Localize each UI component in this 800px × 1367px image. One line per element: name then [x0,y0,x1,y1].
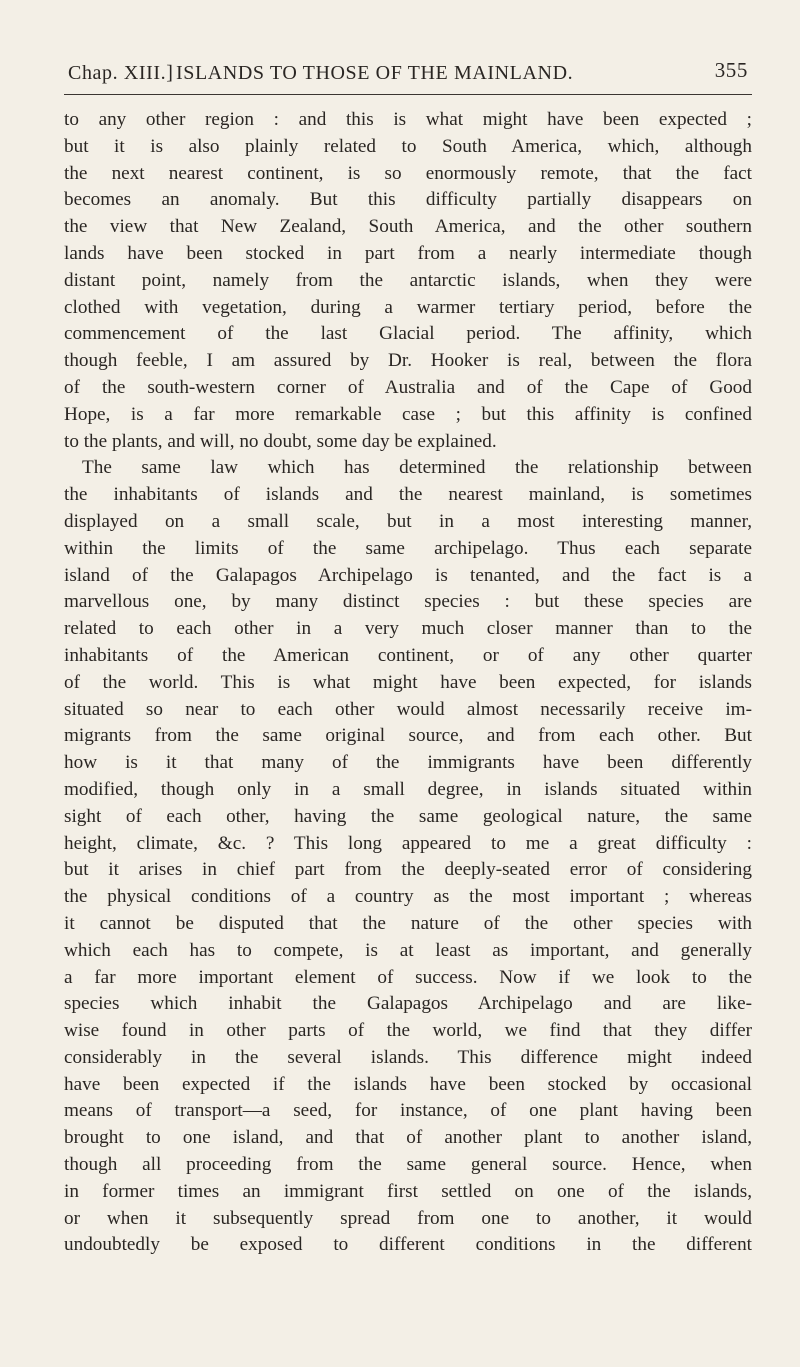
text-line: but it is also plainly related to South America, which, although [64,135,752,157]
text-line: it cannot be disputed that the nature of the other species with [64,912,752,934]
text-line: lands have been stocked in part from a nearly intermediate though [64,242,752,264]
text-line: though feeble, I am assured by Dr. Hooker is real, between the flora [64,350,752,372]
chapter-reference: Chap. XIII.] [68,62,174,84]
text-line: in former times an immigrant first settled on one of the islands, [64,1180,752,1202]
text-line: considerably in the several islands. This difference might indeed [64,1046,752,1068]
text-line: the physical conditions of a country as the most important ; whereas [64,886,752,908]
text-line: island of the Galapagos Archipelago is tenanted, and the fact is a [64,564,752,586]
text-line: Hope, is a far more remarkable case ; but this affinity is confined [64,403,752,425]
text-line: commencement of the last Glacial period. The affinity, which [64,323,752,345]
text-line: distant point, namely from the antarctic islands, when they were [64,269,752,291]
text-line: height, climate, &c. ? This long appeared to me a great difficulty : [64,832,752,854]
text-line: brought to one island, and that of another plant to another island, [64,1127,752,1149]
page-number: 355 [714,58,748,82]
text-line: marvellous one, by many distinct species : but these species are [64,591,752,613]
body-text [64,107,752,1259]
text-line: situated so near to each other would almost necessarily receive im- [64,698,752,720]
text-line: the view that New Zealand, South America, and the other southern [64,216,752,238]
text-line: have been expected if the islands have been stocked by occasional [64,1073,752,1095]
text-line: the next nearest continent, is so enormously remote, that the fact [64,162,752,184]
text-line: sight of each other, having the same geological nature, the same [64,805,752,827]
text-line: though all proceeding from the same general source. Hence, when [64,1154,752,1176]
text-line: or when it subsequently spread from one to another, it would [64,1207,752,1229]
text-line: which each has to compete, is at least as important, and generally [64,939,752,961]
text-line: clothed with vegetation, during a warmer tertiary period, before the [64,296,752,318]
text-line: displayed on a small scale, but in a most interesting manner, [64,510,752,532]
text-line: The same law which has determined the relationship between [82,457,752,479]
text-line: migrants from the same original source, and from each other. But [64,725,752,747]
text-line: of the world. This is what might have been expected, for islands [64,671,752,693]
text-line: to any other region : and this is what might have been expected ; [64,109,752,130]
text-line: becomes an anomaly. But this difficulty partially disappears on [64,189,752,211]
text-line: related to each other in a very much closer manner than to the [64,618,752,640]
text-line: within the limits of the same archipelago. Thus each separate [64,537,752,559]
text-line: modified, though only in a small degree, in islands situated within [64,778,752,800]
text-line: but it arises in chief part from the deeply-seated error of considering [64,859,752,881]
text-line: of the south-western corner of Australia and of the Cape of Good [64,376,752,398]
text-line: means of transport—a seed, for instance, of one plant having been [64,1100,752,1122]
text-line: the inhabitants of islands and the nearest mainland, is sometimes [64,484,752,506]
text-line: wise found in other parts of the world, we find that they differ [64,1020,752,1042]
text-line: a far more important element of success. Now if we look to the [64,966,752,988]
text-line: inhabitants of the American continent, or of any other quarter [64,644,752,666]
text-line: undoubtedly be exposed to different conditions in the different [64,1234,752,1256]
text-line: to the plants, and will, no doubt, some day be explained. [64,430,497,452]
running-head [64,58,752,95]
text-line: species which inhabit the Galapagos Archipelago and are like- [64,993,752,1015]
running-title: ISLANDS TO THOSE OF THE MAINLAND. [176,62,574,84]
text-line: how is it that many of the immigrants have been differently [64,752,752,774]
